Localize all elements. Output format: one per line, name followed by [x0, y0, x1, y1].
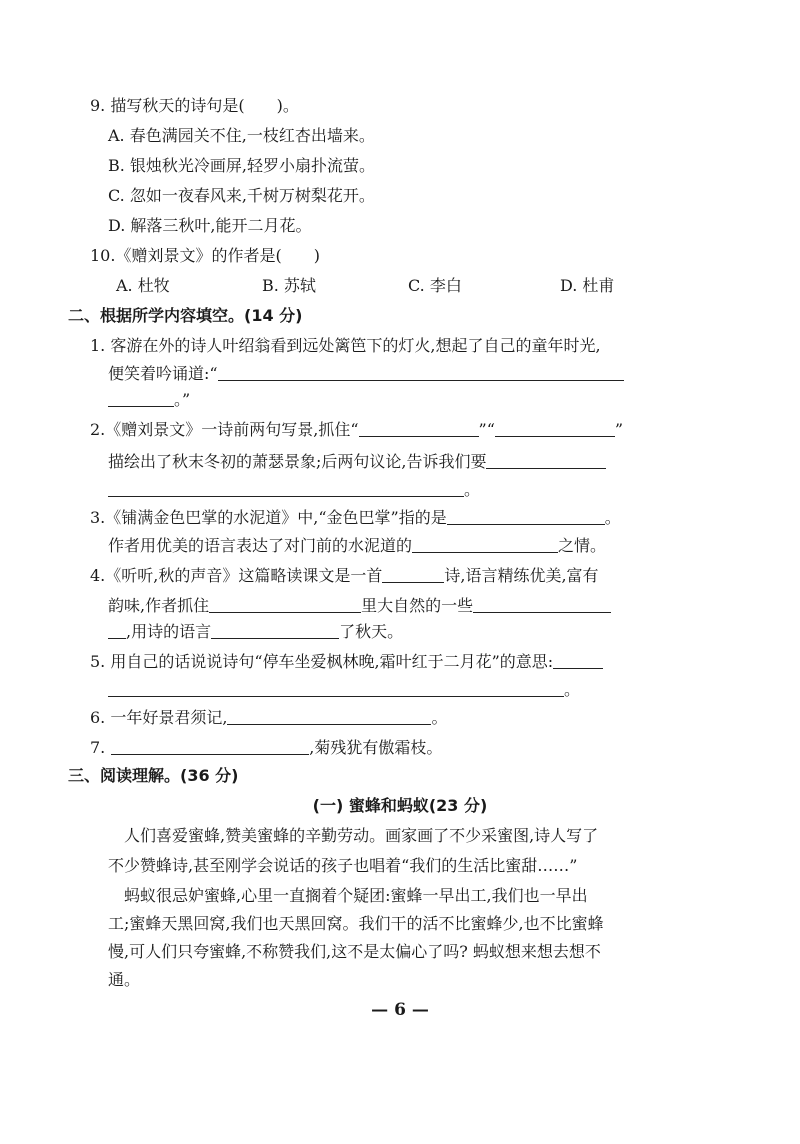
q9-option-c: C. 忽如一夜春风来,千树万树梨花开。: [108, 186, 375, 205]
s2-q4-text3b: 了秋天。: [339, 622, 404, 641]
passage-p2-line1: 蚂蚁很忌妒蜜蜂,心里一直搁着个疑团:蜜蜂一早出工,我们也一早出: [124, 886, 588, 905]
q10-options: [0, 276, 800, 298]
passage-p2-line4: 通。: [108, 970, 141, 989]
s2-q6-end: 。: [431, 708, 448, 727]
s2-q4-text2b: 里大自然的一些: [361, 596, 474, 615]
answer-blank[interactable]: [412, 536, 558, 553]
s2-q5-line2: [108, 680, 580, 702]
s2-q1-line3: [108, 390, 190, 412]
s2-q3-prompt: 3.《铺满金色巴掌的水泥道》中,“金色巴掌”指的是: [90, 508, 447, 527]
passage-p1-line1: 人们喜爱蜜蜂,赞美蜜蜂的辛勤劳动。画家画了不少采蜜图,诗人写了: [124, 826, 599, 845]
s2-q4-line1: [90, 566, 599, 588]
answer-blank[interactable]: [108, 480, 464, 497]
s2-q3-text: 作者用优美的语言表达了对门前的水泥道的: [108, 536, 413, 555]
answer-blank[interactable]: [359, 420, 479, 437]
s2-q1-line2: [108, 364, 624, 386]
answer-blank[interactable]: [108, 390, 174, 407]
q9-option-b: B. 银烛秋光冷画屏,轻罗小扇扑流萤。: [108, 156, 376, 175]
s2-q1-line1: 1. 客游在外的诗人叶绍翁看到远处篱笆下的灯火,想起了自己的童年时光,: [90, 336, 601, 355]
s2-q2-line1: [90, 420, 623, 442]
answer-blank[interactable]: [486, 452, 606, 469]
passage-p1-line2: 不少赞蜂诗,甚至刚学会说话的孩子也唱着“我们的生活比蜜甜……”: [108, 856, 578, 875]
answer-blank[interactable]: [218, 364, 624, 381]
s2-q2-line2: [108, 452, 606, 474]
s2-q3-line2: [108, 536, 606, 558]
s2-q2-line3: [108, 480, 480, 502]
s2-q2-quote-sep: ”“: [478, 420, 495, 439]
s2-q4-text3a: ,用诗的语言: [126, 622, 212, 641]
answer-blank[interactable]: [227, 708, 431, 725]
q9-stem: 9. 描写秋天的诗句是( )。: [90, 96, 299, 115]
answer-blank[interactable]: [211, 622, 339, 639]
q10-option-a: A. 杜牧: [116, 276, 170, 295]
answer-blank[interactable]: [495, 420, 615, 437]
q10-option-c: C. 李白: [408, 276, 462, 295]
s2-q1-prompt: 便笑着吟诵道:“: [108, 364, 218, 383]
q9-option-a: A. 春色满园关不住,一枝红杏出墙来。: [108, 126, 375, 145]
q9-option-d: D. 解落三秋叶,能开二月花。: [108, 216, 312, 235]
s2-q3-line1: [90, 508, 621, 530]
answer-blank[interactable]: [108, 622, 126, 639]
passage-p2-line2: 工;蜜蜂天黑回窝,我们也天黑回窝。我们干的活不比蜜蜂少,也不比蜜蜂: [108, 914, 604, 933]
s2-q2-quote-end: ”: [614, 420, 624, 439]
answer-blank[interactable]: [209, 596, 361, 613]
s2-q6: [90, 708, 447, 730]
s2-q6-prompt: 6. 一年好景君须记,: [90, 708, 228, 727]
s2-q1-end: 。”: [174, 390, 191, 409]
answer-blank[interactable]: [553, 652, 603, 669]
q10-option-b: B. 苏轼: [262, 276, 316, 295]
q10-option-d: D. 杜甫: [560, 276, 615, 295]
s2-q7: [90, 738, 442, 760]
q10-stem: 10.《赠刘景文》的作者是( ): [90, 246, 320, 265]
s2-q4-text: 诗,语言精练优美,富有: [444, 566, 599, 585]
answer-blank[interactable]: [447, 508, 605, 525]
passage-title: (一) 蜜蜂和蚂蚁(23 分): [312, 796, 488, 815]
s2-q5-end: 。: [564, 680, 581, 699]
s2-q4-line3: [108, 622, 403, 644]
answer-blank[interactable]: [108, 680, 564, 697]
s2-q5-prompt: 5. 用自己的话说说诗句“停车坐爱枫林晚,霜叶红于二月花”的意思:: [90, 652, 554, 671]
page-number: — 6 —: [371, 1000, 429, 1020]
passage-p2-line3: 慢,可人们只夸蜜蜂,不称赞我们,这不是太偏心了吗? 蚂蚁想来想去想不: [108, 942, 601, 961]
s2-q4-line2: [108, 596, 611, 618]
s2-q4-prompt: 4.《听听,秋的声音》这篇略读课文是一首: [90, 566, 383, 585]
s2-q2-prompt: 2.《赠刘景文》一诗前两句写景,抓住“: [90, 420, 359, 439]
s2-q7-text: ,菊残犹有傲霜枝。: [309, 738, 443, 757]
section-2-title: 二、根据所学内容填空。(14 分): [68, 306, 303, 325]
answer-blank[interactable]: [382, 566, 444, 583]
s2-q3-text-end: 之情。: [558, 536, 607, 555]
section-3-title: 三、阅读理解。(36 分): [68, 766, 239, 785]
answer-blank[interactable]: [473, 596, 611, 613]
s2-q7-number: 7.: [90, 738, 106, 757]
s2-q3-end: 。: [604, 508, 621, 527]
s2-q2-text: 描绘出了秋末冬初的萧瑟景象;后两句议论,告诉我们要: [108, 452, 487, 471]
s2-q5-line1: [90, 652, 603, 674]
answer-blank[interactable]: [111, 738, 309, 755]
s2-q4-text2a: 韵味,作者抓住: [108, 596, 210, 615]
s2-q2-end: 。: [464, 480, 481, 499]
